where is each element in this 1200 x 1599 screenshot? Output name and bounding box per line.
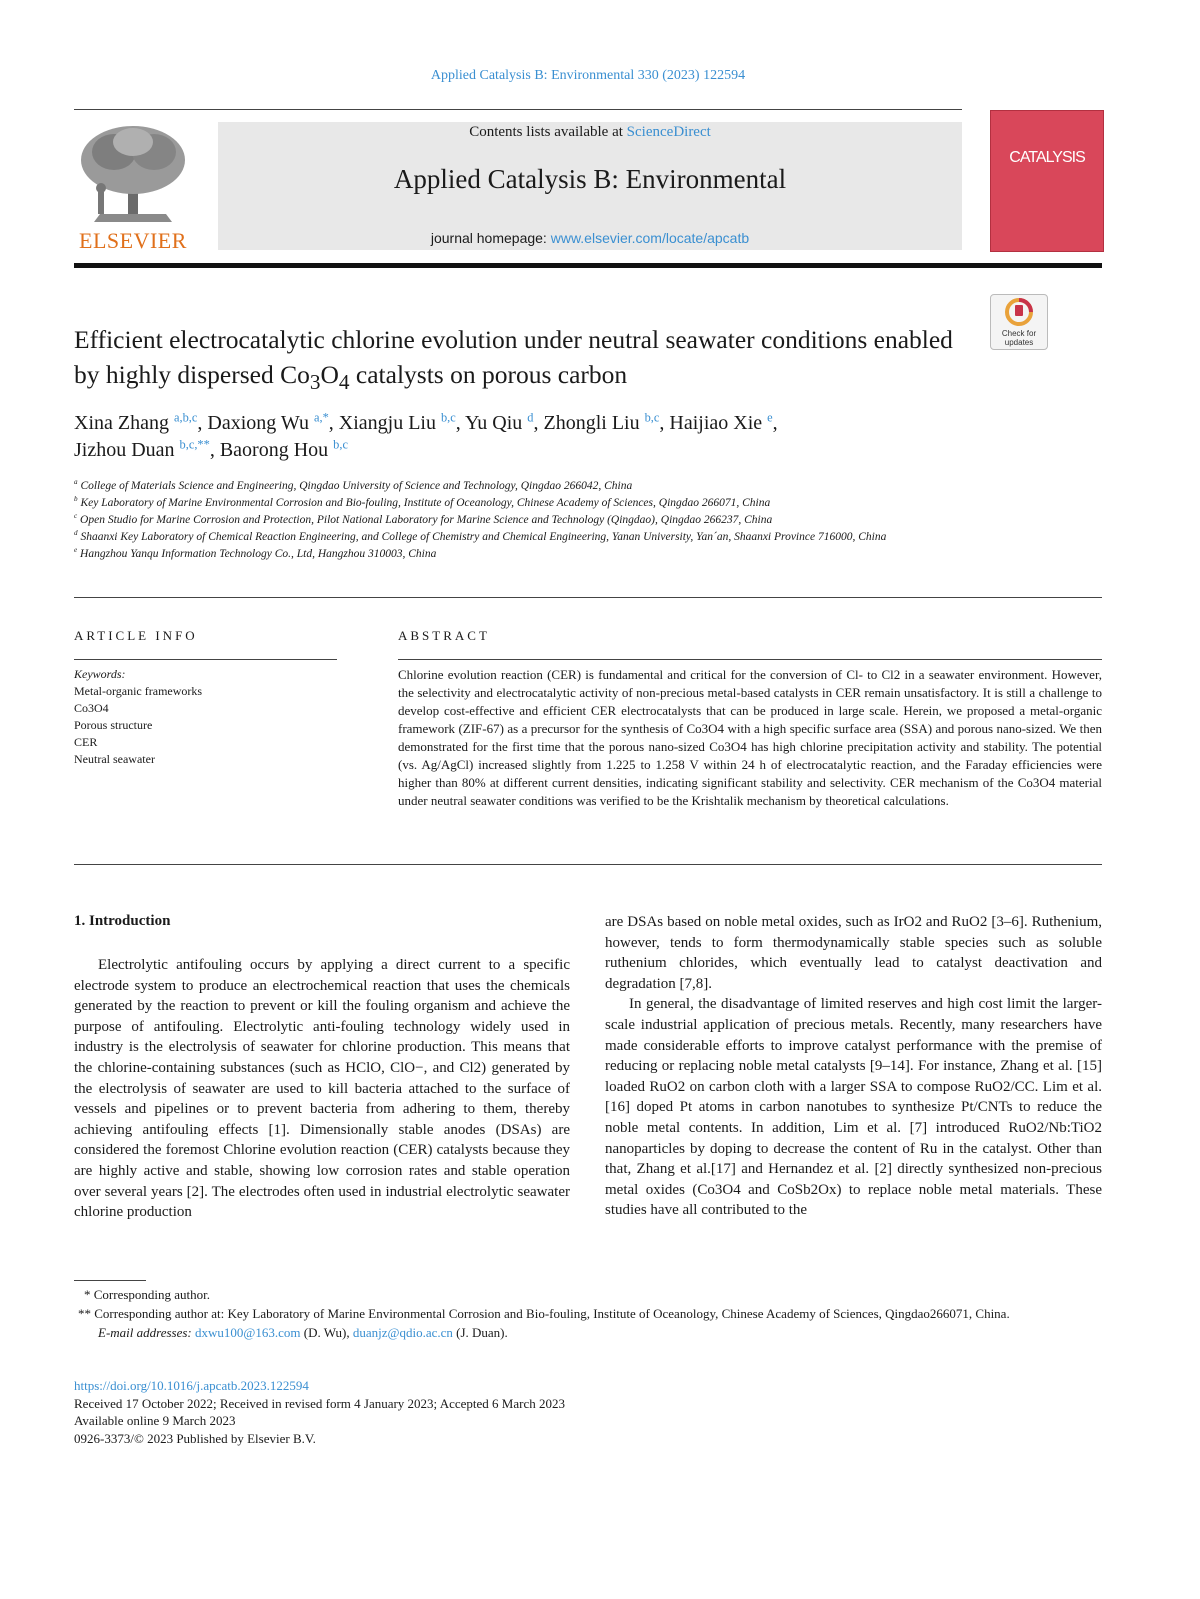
- body-paragraph: Electrolytic antifouling occurs by applying a direct current to a specific electrode system to produce an electrochemical reaction that uses the chemicals generated by the reaction to prevent or kill the fouling organism and achieve the purpose of antifouling. Electrolytic anti-fouling technology widely used in industry is the electrolysis of seawater for chlorine production. This means that the chlorine-containing substances (such as HClO, ClO−, and Cl2) generated by the electrolysis of seawater are used to kill bacteria attached to the surface of vessels and pipelines or to prevent bacteria from adhering to them, thereby achieving antifouling effects [1]. Dimensionally stable anodes (DSAs) are considered the foremost Chlorine evolution reaction (CER) catalysts because they are highly active and stable, showing low corrosion rates and stable operation over several years [2]. The electrodes often used in industrial electrolytic seawater chlorine production: [74, 957, 570, 1221]
- title-part-2: catalysts on porous carbon: [349, 360, 628, 389]
- author-list: Xina Zhang $^{a,b,c}$, Daxiong Wu $^{a,*}$, Xiangju Liu $^{b,c}$, Yu Qiu $^d$, Zhongli Liu $^{b,c}$, Haijiao Xie $^e$, Jizhou Duan $^{b,c,**}$, Baorong Hou $^{b,c}$: [74, 410, 778, 461]
- affiliation-text: Open Studio for Marine Corrosion and Protection, Pilot National Laboratory for Marine Science and Technology (Qingdao), Qingdao 266237, China: [80, 514, 773, 526]
- affiliation-item: [74, 546, 974, 563]
- affiliation-text: Hangzhou Yanqu Information Technology Co., Ltd, Hangzhou 310003, China: [80, 548, 437, 560]
- affiliation-item: [74, 495, 974, 512]
- contents-prefix: Contents lists available at: [469, 124, 627, 140]
- keywords-label: Keywords:: [74, 667, 126, 681]
- abstract-heading: ABSTRACT: [398, 628, 490, 643]
- homepage-line: [218, 230, 962, 246]
- author-affiliation-marker[interactable]: b,c: [644, 410, 660, 425]
- journal-cover[interactable]: [990, 110, 1104, 252]
- header-rule: [74, 109, 962, 110]
- abstract-bottom-rule: [74, 864, 1102, 865]
- available-online: Available online 9 March 2023: [74, 1413, 236, 1428]
- author-name[interactable]: Haijiao Xie: [669, 412, 763, 434]
- body-paragraph: In general, the disadvantage of limited reserves and high cost limit the larger-scale industrial application of precious metals. Recently, many researchers have made considerable efforts to improve catalyst performance with the premise of reducing or replacing noble metal catalysts [9–14]. For instance, Zhang et al. [15] loaded RuO2 on carbon cloth with a larger SSA to compose RuO2/CC. Lim et al. [16] doped Pt atoms in carbon nanotubes to synthesize Pt/CNTs to reduce the noble metal contents. In addition, Lim et al. [7] introduced RuO2/Nb:TiO2 nanoparticles by doping to decrease the content of Ru in the catalyst. Other than that, Zhang et al.[17] and Hernandez et al. [2] directly synthesized non-precious metal oxides (Co3O4 and CoSb2Ox) to replace noble metal materials. These studies have all contributed to the: [605, 996, 1102, 1219]
- journal-title: Applied Catalysis B: Environmental: [393, 164, 787, 194]
- article-info-rule: [74, 659, 337, 660]
- title-subscript-2: 4: [338, 370, 350, 395]
- tree-logo-icon: [74, 122, 192, 226]
- email-owner: (J. Duan).: [456, 1325, 508, 1340]
- author-name[interactable]: Daxiong Wu: [207, 412, 309, 434]
- introduction-heading: 1. Introduction: [74, 913, 171, 929]
- affiliation-key: e: [74, 546, 78, 555]
- sciencedirect-link[interactable]: ScienceDirect: [626, 124, 711, 140]
- homepage-prefix: journal homepage:: [430, 230, 551, 246]
- keywords-block: [74, 666, 336, 768]
- author-affiliation-marker[interactable]: a,*: [313, 410, 329, 425]
- author-affiliation-marker[interactable]: b,c,**: [179, 437, 210, 452]
- affiliation-key: d: [74, 529, 78, 538]
- publisher-wordmark: ELSEVIER: [79, 228, 187, 253]
- affiliation-key: c: [74, 512, 78, 521]
- body-paragraph: are DSAs based on noble metal oxides, such as IrO2 and RuO2 [3–6]. Ruthenium, however, tends to form thermodynamically stable species such as soluble ruthenium chlorides, which eventually lead to catalyst deactivation and degradation [7,8].: [605, 914, 1102, 992]
- affiliation-text: College of Materials Science and Engineering, Qingdao University of Science and Technology, Qingdao 266042, China: [80, 480, 633, 492]
- author-affiliation-marker[interactable]: a,b,c: [173, 410, 198, 425]
- author-affiliation-marker[interactable]: d: [527, 410, 534, 425]
- author-affiliation-marker[interactable]: b,c: [333, 437, 348, 452]
- abstract-rule: [398, 659, 1102, 660]
- affiliation-item: [74, 529, 974, 546]
- corresponding-author-note: * Corresponding author.: [84, 1287, 211, 1302]
- email-owner: (D. Wu),: [303, 1325, 350, 1340]
- email-link[interactable]: dxwu100@163.com: [195, 1325, 301, 1340]
- masthead-rule: [74, 263, 1102, 268]
- author-name[interactable]: Baorong Hou: [219, 439, 329, 461]
- article-title: [74, 322, 974, 400]
- body-column-left: [74, 955, 570, 1223]
- affiliation-list: [74, 478, 974, 563]
- check-updates-icon: [991, 295, 1047, 329]
- check-updates-label: Check for updates: [1001, 329, 1037, 347]
- email-line: [74, 1323, 1102, 1342]
- affiliation-key: b: [74, 495, 78, 504]
- doi-link[interactable]: https://doi.org/10.1016/j.apcatb.2023.122594: [74, 1378, 309, 1393]
- email-label: E-mail addresses:: [98, 1325, 192, 1340]
- received-dates: Received 17 October 2022; Received in revised form 4 January 2023; Accepted 6 March 2023: [74, 1395, 565, 1411]
- title-subscript-1: 3: [309, 370, 321, 395]
- affiliation-key: a: [74, 478, 78, 487]
- elsevier-logo: [74, 122, 192, 254]
- affiliation-item: [74, 478, 974, 495]
- author-name[interactable]: Jizhou Duan: [74, 439, 175, 461]
- footnote-rule: [74, 1280, 146, 1281]
- author-name[interactable]: Zhongli Liu: [543, 412, 640, 434]
- affiliation-text: Shaanxi Key Laboratory of Chemical Reaction Engineering, and College of Chemistry and Chemical Engineering, Yanan University, Yan´an, Shaanxi Province 716000, China: [80, 531, 887, 543]
- body-column-right: [605, 912, 1102, 1221]
- affiliation-text: Key Laboratory of Marine Environmental Corrosion and Bio-fouling, Institute of Oceanology, Chinese Academy of Sciences, Qingdao 266071, China: [80, 497, 771, 509]
- journal-masthead: [218, 122, 962, 250]
- affiliation-rule: [74, 597, 1102, 598]
- keyword-item[interactable]: Metal-organic frameworks: [74, 684, 203, 698]
- author-affiliation-marker[interactable]: e: [767, 410, 773, 425]
- author-name[interactable]: Xiangju Liu: [338, 412, 436, 434]
- journal-reference[interactable]: Applied Catalysis B: Environmental 330 (2023) 122594: [430, 68, 746, 83]
- keyword-item[interactable]: Neutral seawater: [74, 752, 155, 766]
- footnotes: [74, 1285, 1102, 1342]
- copyright-line: 0926-3373/© 2023 Published by Elsevier B.V.: [74, 1430, 316, 1446]
- keyword-item[interactable]: Porous structure: [74, 718, 153, 732]
- cover-title: CATALYSIS: [1009, 149, 1085, 166]
- keyword-item[interactable]: Co3O4: [74, 701, 109, 715]
- affiliation-item: [74, 512, 974, 529]
- author-name[interactable]: Yu Qiu: [465, 412, 523, 434]
- article-info-heading: ARTICLE INFO: [74, 628, 198, 643]
- contents-line: [218, 124, 962, 141]
- email-link[interactable]: duanjz@qdio.ac.cn: [352, 1325, 453, 1340]
- publication-info: [74, 1377, 1102, 1447]
- check-for-updates-badge[interactable]: [990, 294, 1048, 350]
- author-affiliation-marker[interactable]: b,c: [440, 410, 456, 425]
- corresponding-author-note-2: ** Corresponding author at: Key Laboratory of Marine Environmental Corrosion and Bio-fouling, Institute of Oceanology, Chinese Academy of Sciences, Qingdao266071, China.: [78, 1306, 1010, 1321]
- keyword-item[interactable]: CER: [74, 735, 98, 749]
- homepage-link[interactable]: www.elsevier.com/locate/apcatb: [550, 230, 750, 246]
- abstract-text: Chlorine evolution reaction (CER) is fundamental and critical for the conversion of Cl- to Cl2 in a seawater environment. However, the selectivity and electrocatalytic activity of non-precious metal-based catalysts in CER remain unsatisfactory. It is still a challenge to develop cost-effective and efficient CER electrocatalysts that can be produced in large scale. Herein, we proposed a metal-organic framework (ZIF-67) as a precursor for the synthesis of Co3O4 with a high specific surface area (SSA) and porous nano-sized. We then demonstrated for the first time that the porous nano-sized Co3O4 has high chlorine precipitation activity and stability. The potential (vs. Ag/AgCl) increased slightly from 1.225 to 1.258 V within 24 h of electrocatalytic reaction, and the Faraday efficiencies were higher than 80% at different current densities, indicating significant stability and selectivity. CER mechanism of the Co3O4 material under neutral seawater conditions was verified to be the Krishtalik mechanism by theoretical calculations.: [398, 667, 1102, 808]
- title-mid: O: [320, 360, 339, 389]
- author-name[interactable]: Xina Zhang: [74, 412, 169, 434]
- title-part-1: Efficient electrocatalytic chlorine evolution under neutral seawater conditions enabled by highly dispersed Co: [74, 325, 953, 389]
